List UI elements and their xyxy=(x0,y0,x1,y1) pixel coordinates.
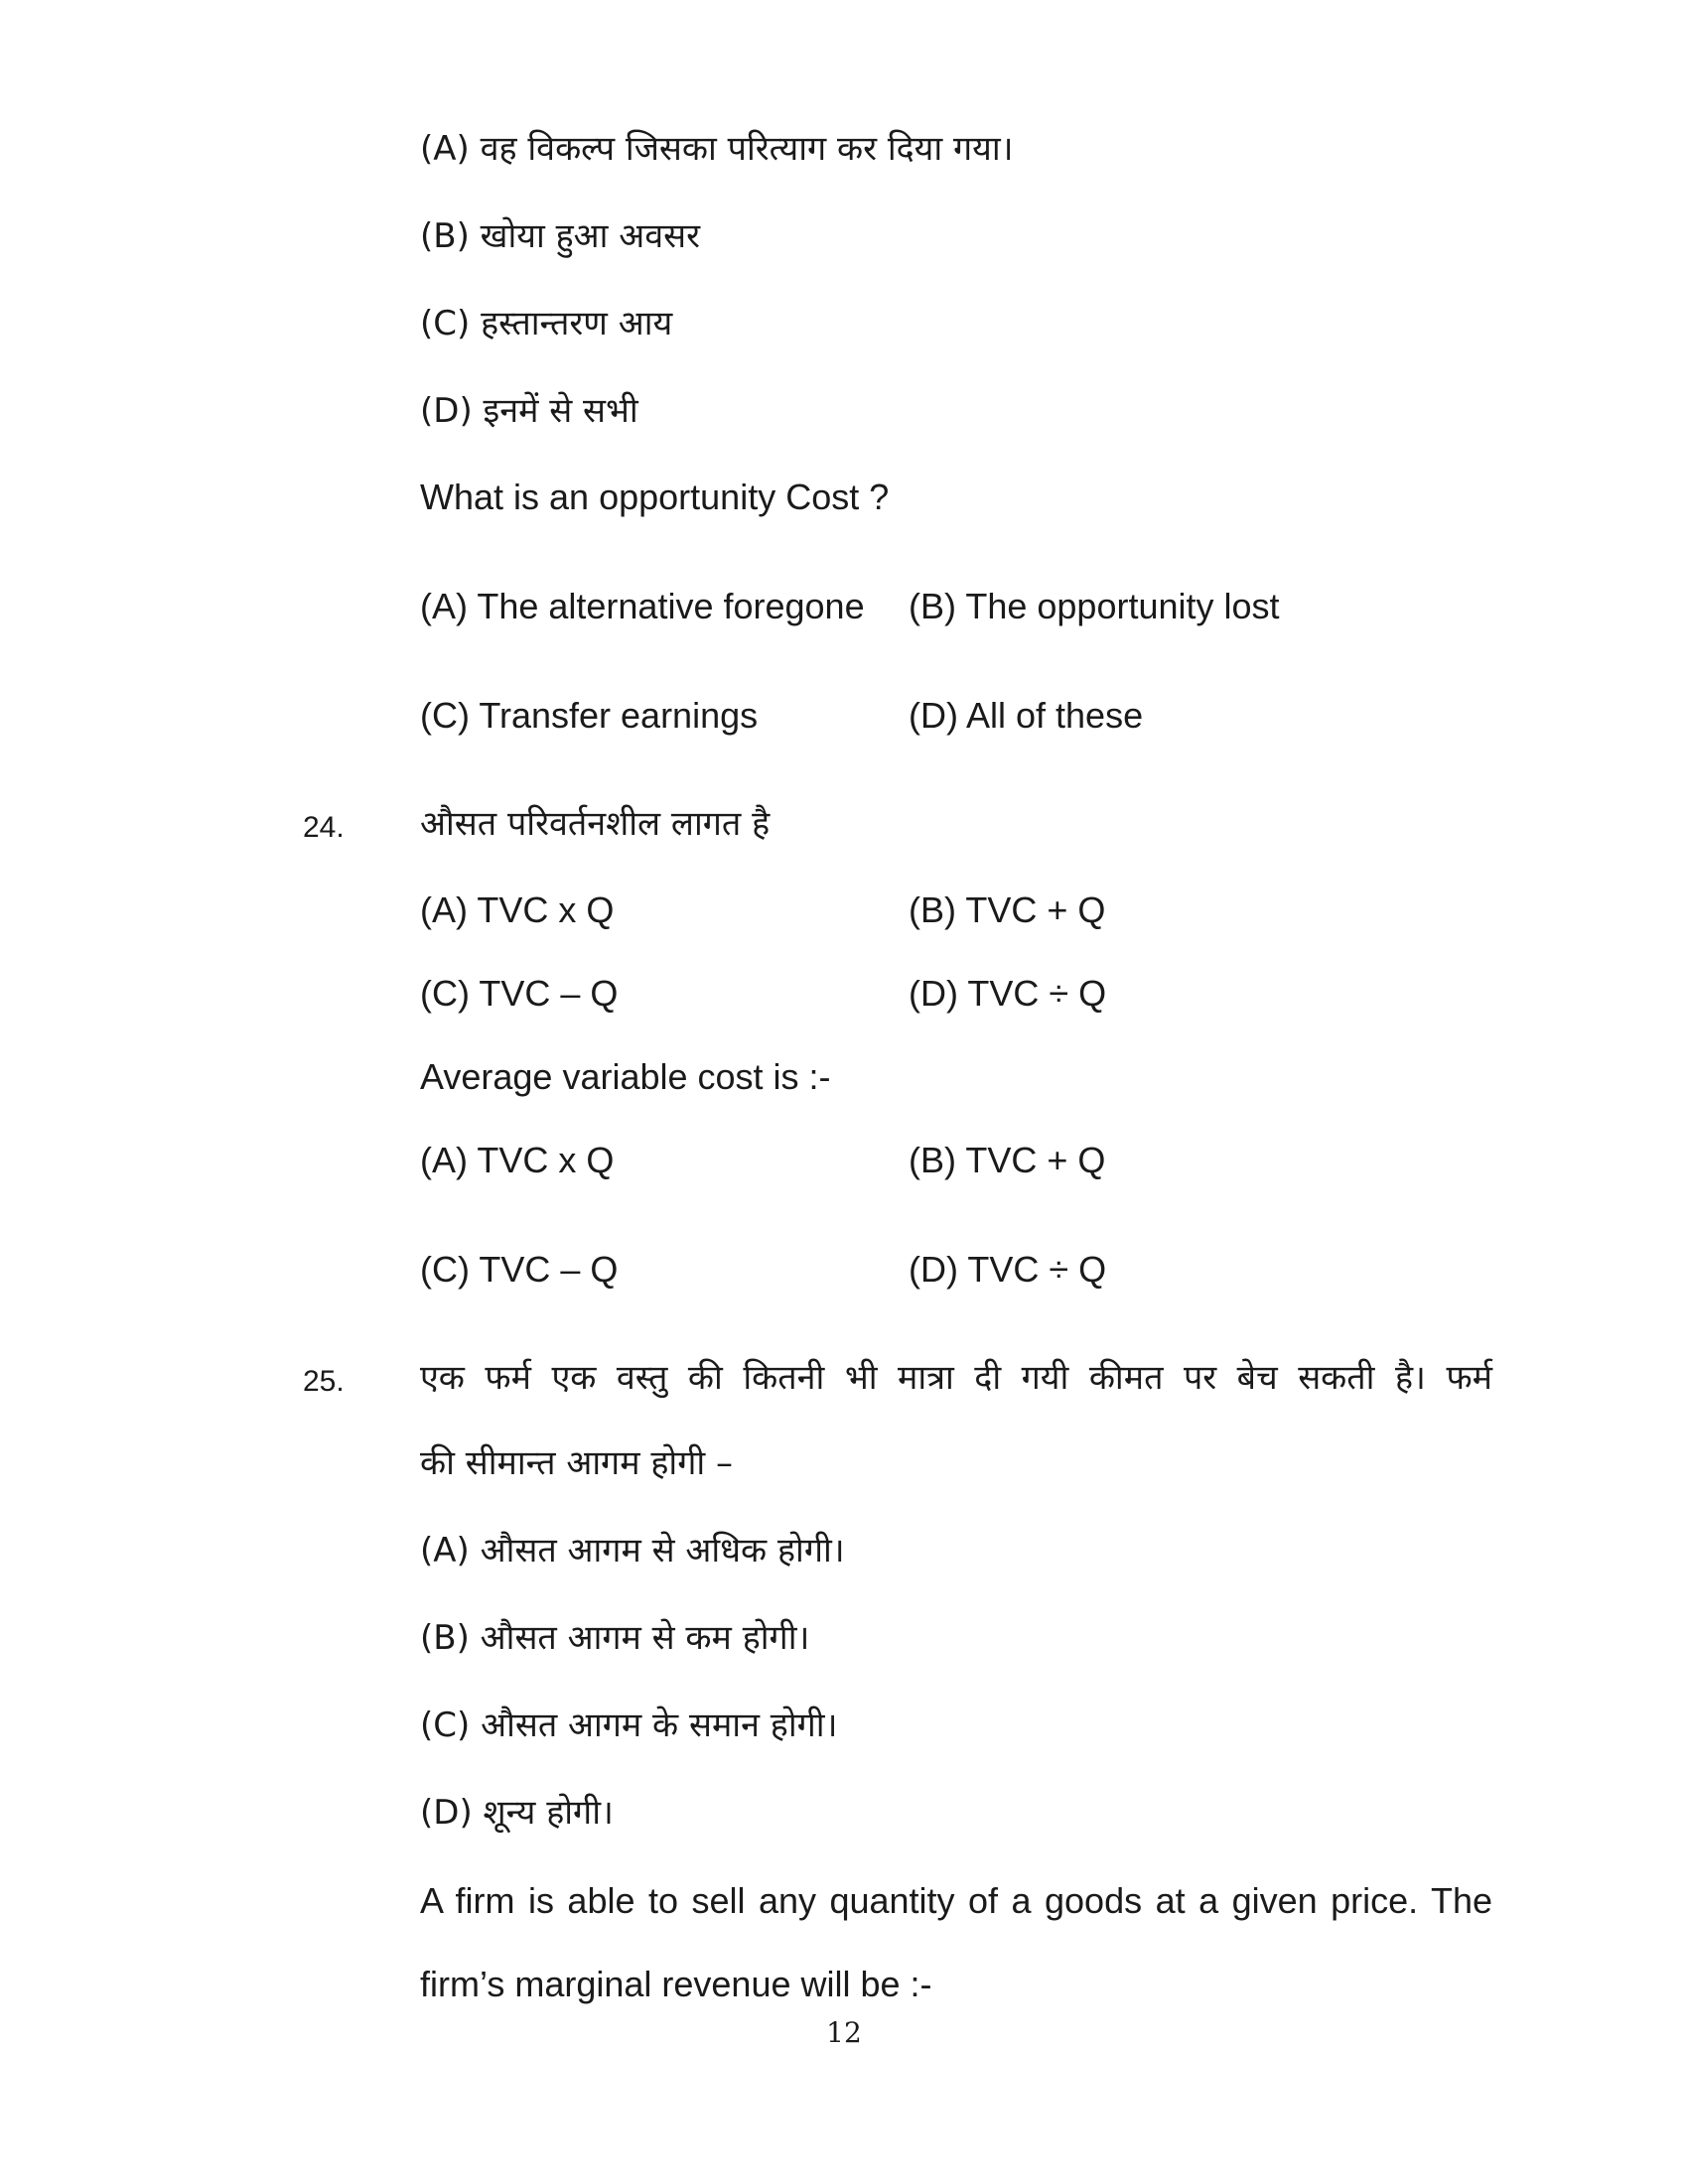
q23-english-option-b: (B) The opportunity lost xyxy=(909,586,1280,626)
q24-number: 24. xyxy=(303,811,345,844)
q23-english-option-c: (C) Transfer earnings xyxy=(420,695,759,736)
page-number: 12 xyxy=(826,2016,862,2049)
q24-hindi-option-c: (C) TVC – Q xyxy=(420,973,619,1014)
q23-hindi-option-d: (D) इनमें से सभी xyxy=(420,391,638,431)
q24-hindi-option-b: (B) TVC + Q xyxy=(909,889,1106,930)
q25-hindi-question-line2: की सीमान्त आगम होगी – xyxy=(420,1443,733,1483)
q24-english-option-d: (D) TVC ÷ Q xyxy=(909,1249,1107,1290)
q24-english-option-c: (C) TVC – Q xyxy=(420,1249,619,1290)
q25-english-question-line1: A firm is able to sell any quantity of a goods at a given price. The xyxy=(420,1880,1492,1921)
q25-hindi-option-d: (D) शून्य होगी। xyxy=(420,1793,614,1833)
q25-hindi-option-b: (B) औसत आगम से कम होगी। xyxy=(420,1618,810,1658)
q25-hindi-option-c: (C) औसत आगम के समान होगी। xyxy=(420,1706,838,1745)
q25-hindi-question-line1: एक फर्म एक वस्तु की कितनी भी मात्रा दी गयी कीमत पर बेच सकती है। फर्म xyxy=(420,1358,1492,1398)
q24-english-option-a: (A) TVC x Q xyxy=(420,1140,615,1180)
q24-english-option-b: (B) TVC + Q xyxy=(909,1140,1106,1180)
q23-english-question: What is an opportunity Cost ? xyxy=(420,477,890,517)
q24-hindi-option-a: (A) TVC x Q xyxy=(420,889,615,930)
q23-hindi-option-b: (B) खोया हुआ अवसर xyxy=(420,216,700,256)
q24-hindi-option-d: (D) TVC ÷ Q xyxy=(909,973,1107,1014)
q25-hindi-option-a: (A) औसत आगम से अधिक होगी। xyxy=(420,1531,845,1570)
q23-hindi-option-a: (A) वह विकल्प जिसका परित्याग कर दिया गया। xyxy=(420,129,1014,169)
q25-number: 25. xyxy=(303,1365,345,1398)
q24-hindi-question: औसत परिवर्तनशील लागत है xyxy=(420,804,771,844)
q23-hindi-option-c: (C) हस्तान्तरण आय xyxy=(420,304,673,343)
q25-english-question-line2: firm’s marginal revenue will be :- xyxy=(420,1964,932,2004)
q23-english-option-d: (D) All of these xyxy=(909,695,1144,736)
q24-english-question: Average variable cost is :- xyxy=(420,1056,831,1097)
q23-english-option-a: (A) The alternative foregone xyxy=(420,586,865,626)
